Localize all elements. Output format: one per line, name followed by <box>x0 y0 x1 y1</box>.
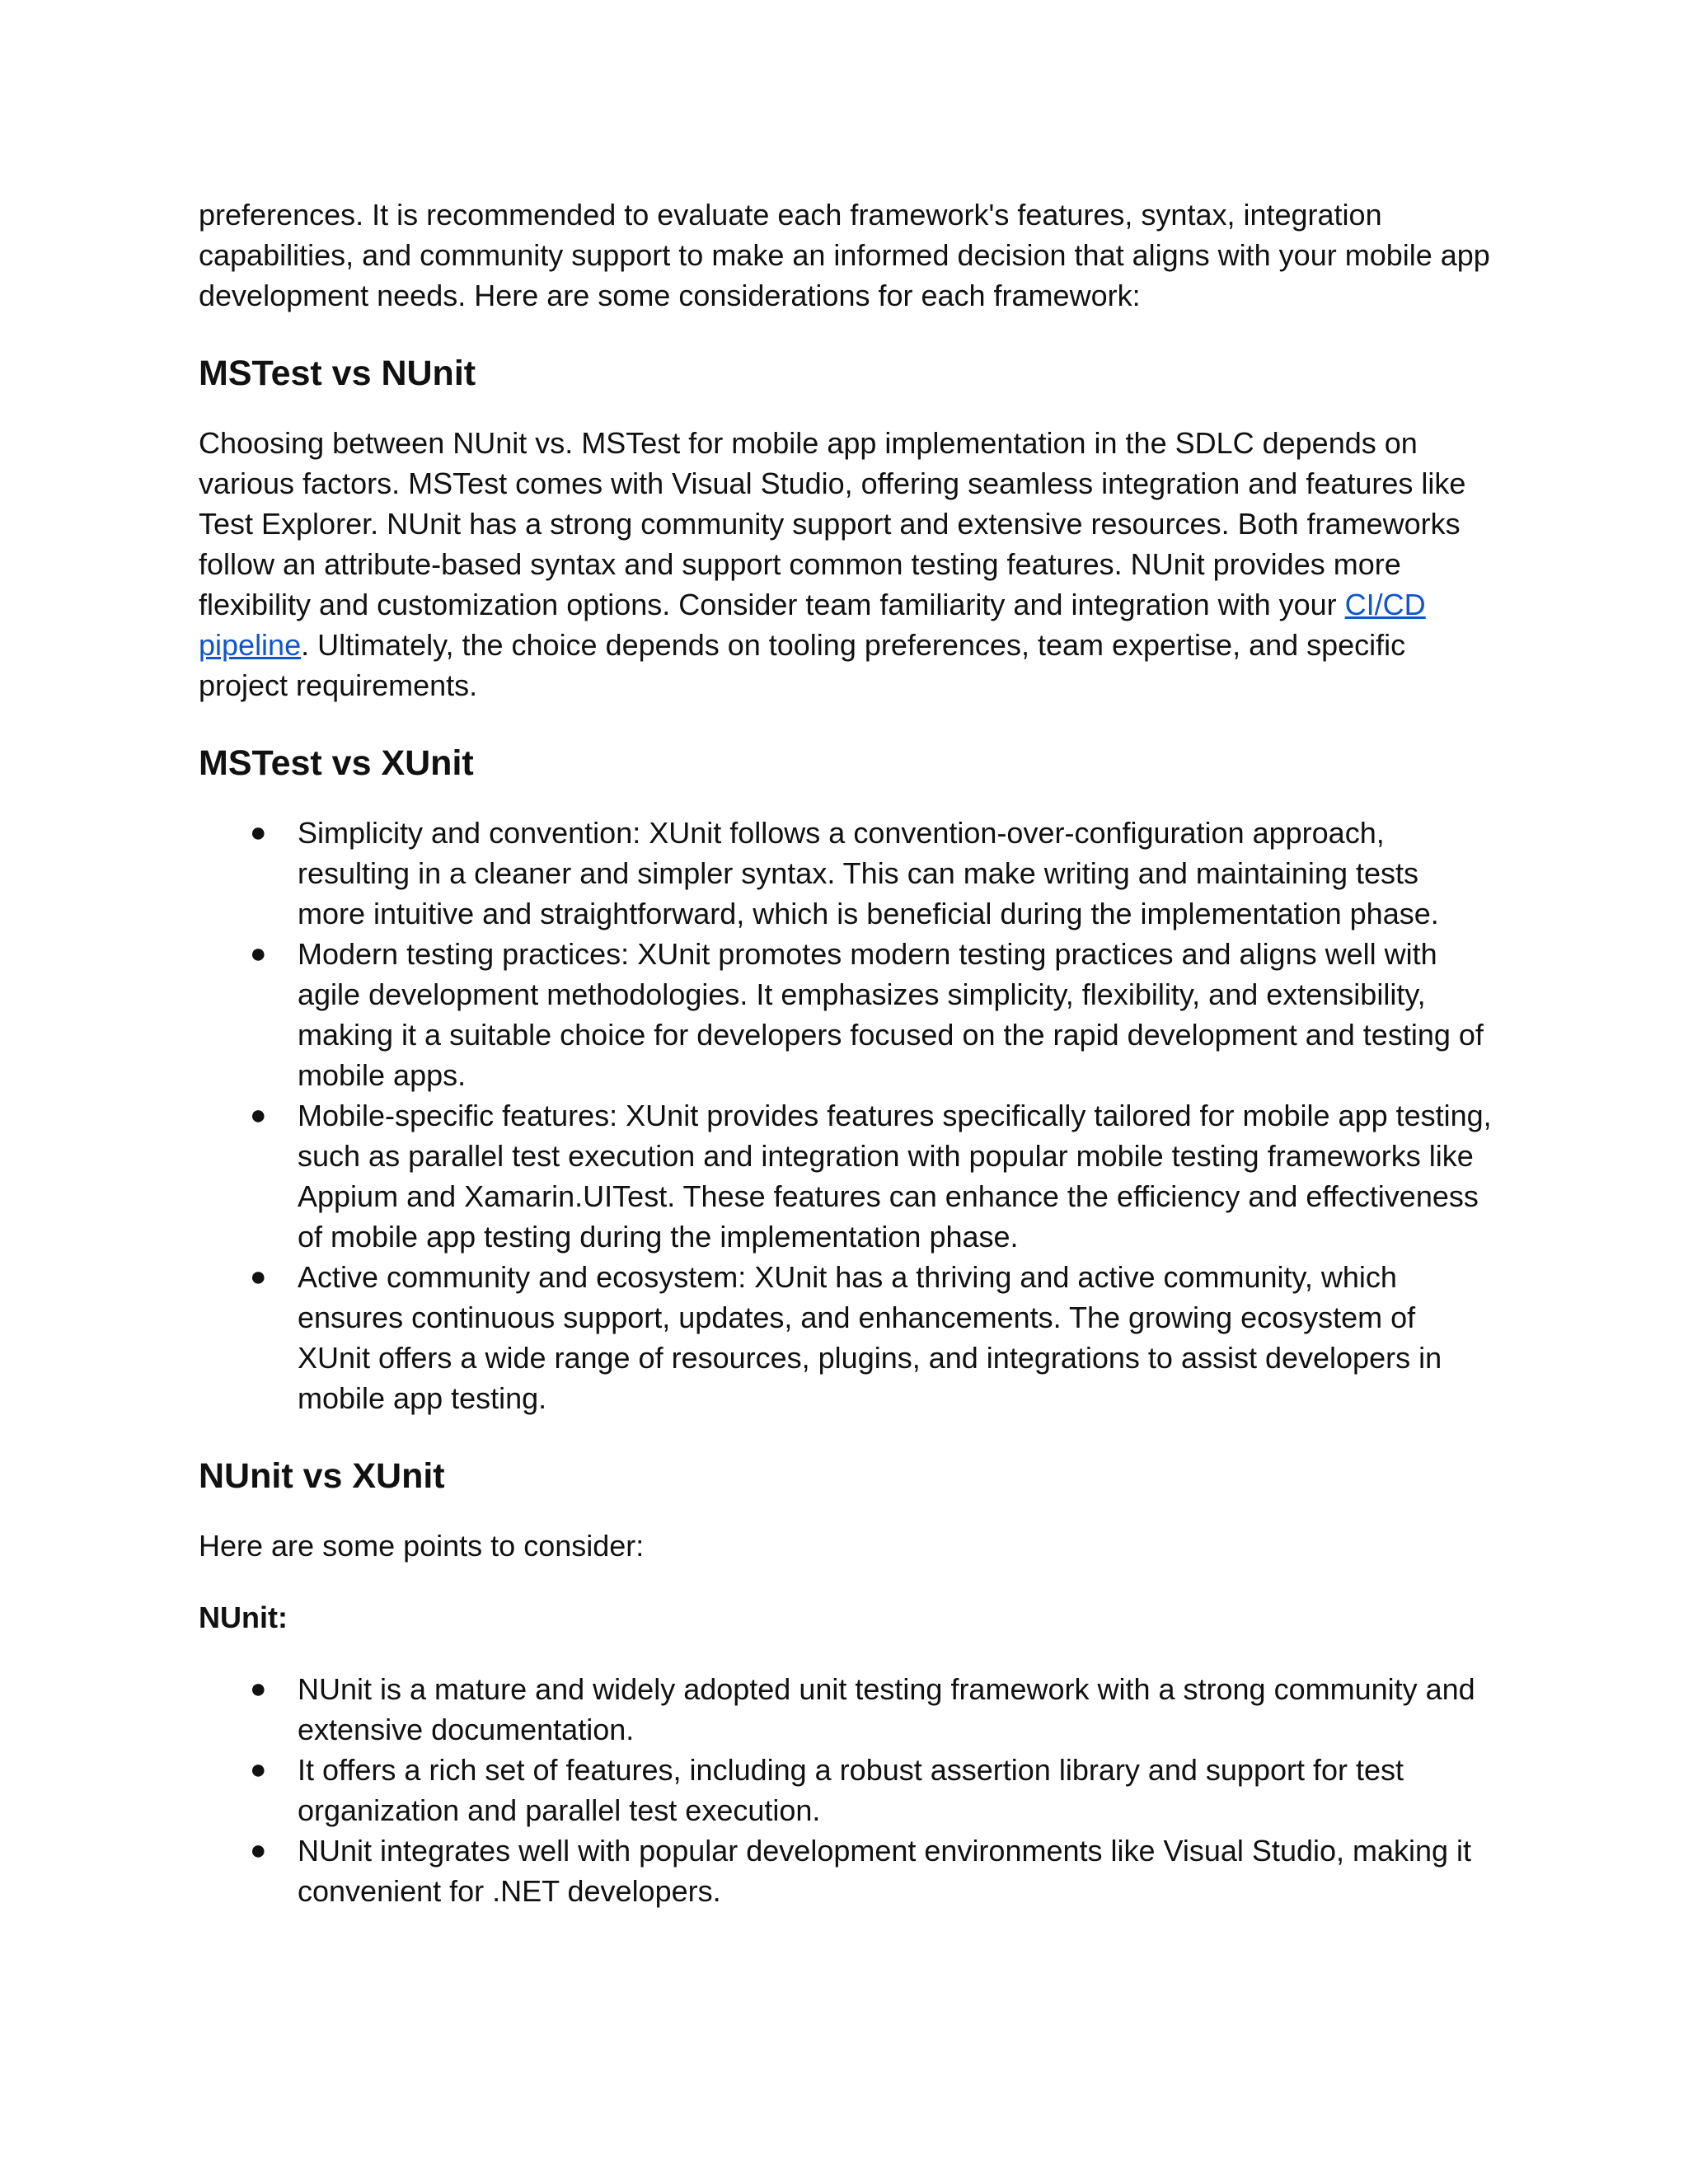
bullet-icon: ● <box>250 938 267 969</box>
subheading-nunit: NUnit: <box>199 1601 288 1634</box>
paragraph-text-after-link: . Ultimately, the choice depends on tooling preferences, team expertise, and specific project requirements. <box>199 628 1406 702</box>
heading-nunit-vs-xunit: NUnit vs XUnit <box>199 1456 445 1496</box>
list-item-text: NUnit integrates well with popular development environments like Visual Studio, making it convenient for .NET developers. <box>298 1834 1472 1908</box>
bullet-icon: ● <box>250 1673 267 1704</box>
mstest-vs-nunit-paragraph <box>199 423 1493 705</box>
bullet-icon: ● <box>250 817 267 848</box>
list-item <box>199 813 1493 934</box>
list-item-text: NUnit is a mature and widely adopted unit testing framework with a strong community and extensive documentation. <box>298 1672 1475 1746</box>
intro-paragraph: preferences. It is recommended to evaluate each framework's features, syntax, integration capabilities, and community support to make an informed decision that aligns with your mobile app development needs. Here are some considerations for each framework: <box>199 198 1490 312</box>
bullet-icon: ● <box>250 1835 267 1866</box>
paragraph-text-before-link: Choosing between NUnit vs. MSTest for mobile app implementation in the SDLC depends on various factors. MSTest comes with Visual Studio, offering seamless integration and features like Test Explorer. NUnit has a strong community support and extensive resources. Both frameworks follow an attribute-based syntax and support common testing features. NUnit provides more flexibility and customization options. Consider team familiarity and integration with your <box>199 426 1466 621</box>
list-item-text: Mobile-specific features: XUnit provides features specifically tailored for mobile app testing, such as parallel test execution and integration with popular mobile testing frameworks like Appium and Xamarin.UITest. These features can enhance the efficiency and effectiveness of mobile app testing during the implementation phase. <box>298 1099 1492 1254</box>
heading-mstest-vs-xunit: MSTest vs XUnit <box>199 743 474 783</box>
list-item-text: Active community and ecosystem: XUnit has a thriving and active community, which ensures continuous support, updates, and enhancements. The growing ecosystem of XUnit offers a wide range of resources, plugins, and integrations to assist developers in mobile app testing. <box>298 1260 1442 1415</box>
list-item-text: It offers a rich set of features, including a robust assertion library and support for test organization and parallel test execution. <box>298 1753 1404 1827</box>
heading-mstest-vs-nunit: MSTest vs NUnit <box>199 354 476 393</box>
list-item <box>199 1669 1493 1750</box>
bullet-icon: ● <box>250 1099 267 1131</box>
bullet-icon: ● <box>250 1261 267 1292</box>
list-item-text: Modern testing practices: XUnit promotes modern testing practices and aligns well with agile development methodologies. It emphasizes simplicity, flexibility, and extensibility, making it a suitable choice for developers focused on the rapid development and testing of mobile apps. <box>298 937 1484 1092</box>
document-page <box>199 194 1493 1911</box>
list-item <box>199 1095 1493 1257</box>
list-item <box>199 1750 1493 1830</box>
bullet-icon: ● <box>250 1754 267 1785</box>
nunit-list <box>199 1669 1493 1911</box>
list-item <box>199 1830 1493 1911</box>
list-item-text: Simplicity and convention: XUnit follows a convention-over-configuration approach, resulting in a cleaner and simpler syntax. This can make writing and maintaining tests more intuitive and straightforward, which is beneficial during the implementation phase. <box>298 816 1439 930</box>
list-item <box>199 1257 1493 1418</box>
mstest-vs-xunit-list <box>199 813 1493 1418</box>
ci-cd-pipeline-link[interactable]: CI/CD pipeline <box>199 588 1426 662</box>
nunit-vs-xunit-intro: Here are some points to consider: <box>199 1529 645 1563</box>
list-item <box>199 934 1493 1095</box>
